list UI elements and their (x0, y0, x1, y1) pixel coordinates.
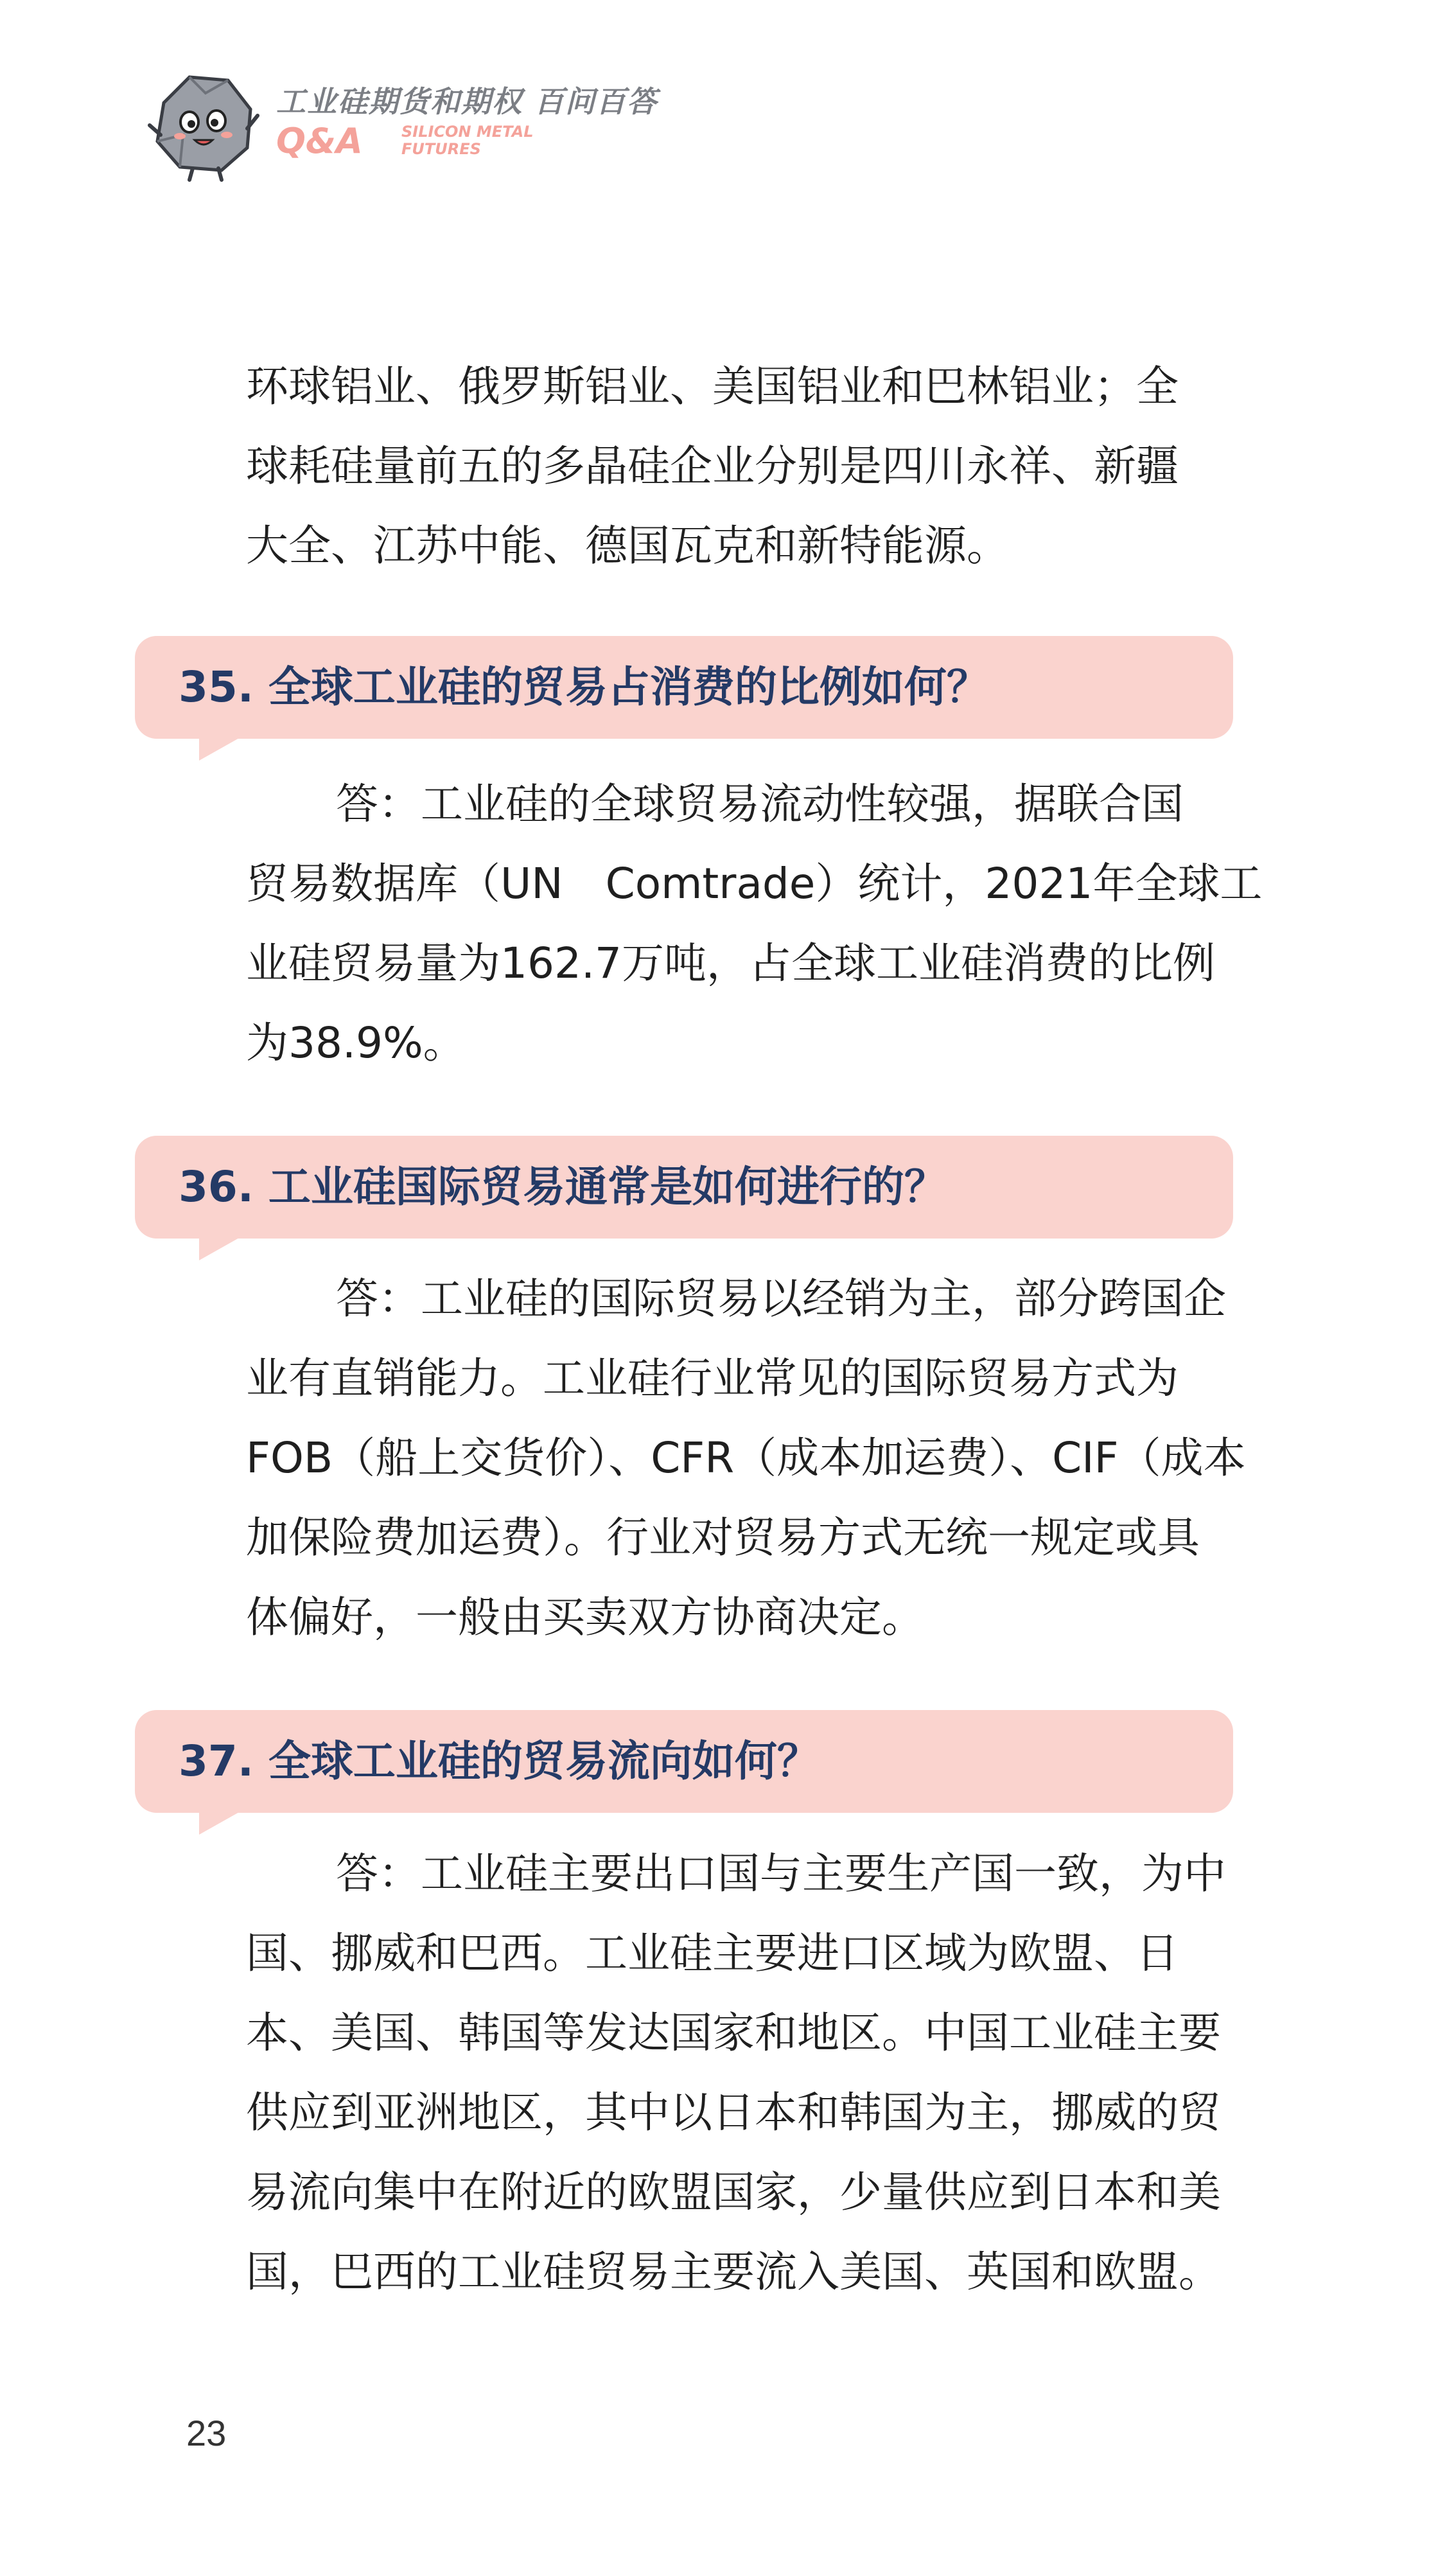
text-line: 国，巴西的工业硅贸易主要流入美国、英国和欧盟。 (246, 2247, 1221, 2297)
text-line: 国、挪威和巴西。工业硅主要进口区域为欧盟、日 (246, 1928, 1179, 1978)
question-banner-36 (135, 1136, 1233, 1239)
text-line: 易流向集中在附近的欧盟国家，少量供应到日本和美 (246, 2167, 1221, 2217)
speech-bubble-tail (199, 1812, 240, 1835)
question-banner-35 (135, 636, 1233, 739)
silicon-rock-mascot-icon (145, 64, 260, 183)
text-line: 加保险费加运费）。行业对贸易方式无统一规定或具 (246, 1513, 1200, 1562)
header-english-subtitle: SILICON METAL FUTURES (401, 123, 534, 158)
text-line: 大全、江苏中能、德国瓦克和新特能源。 (246, 521, 1009, 570)
text-line: 答：工业硅的国际贸易以经销为主，部分跨国企 (336, 1274, 1226, 1323)
text-line: 业硅贸易量为162.7万吨，占全球工业硅消费的比例 (246, 939, 1215, 988)
header-title: 工业硅期货和期权 百问百答 (276, 84, 658, 119)
text-line: 环球铝业、俄罗斯铝业、美国铝业和巴林铝业；全 (246, 362, 1179, 411)
text-line: 业有直销能力。工业硅行业常见的国际贸易方式为 (246, 1354, 1179, 1403)
answer-paragraph-35 (246, 764, 1263, 1083)
page-header (145, 64, 723, 193)
text-line: FOB（船上交货价）、CFR（成本加运费）、CIF（成本 (246, 1433, 1246, 1483)
question-title: 35. 全球工业硅的贸易占消费的比例如何？ (179, 662, 989, 712)
header-qa-label: Q&A (276, 121, 363, 161)
answer-paragraph-36 (246, 1259, 1246, 1657)
text-line: 体偏好，一般由买卖双方协商决定。 (246, 1592, 924, 1642)
question-title: 37. 全球工业硅的贸易流向如何？ (179, 1736, 820, 1786)
text-line: 本、美国、韩国等发达国家和地区。中国工业硅主要 (246, 2008, 1221, 2058)
speech-bubble-tail (199, 737, 240, 761)
text-line: 贸易数据库（UN Comtrade）统计，2021年全球工 (246, 859, 1263, 908)
answer-paragraph-37 (246, 1834, 1235, 2312)
text-line: 答：工业硅主要出口国与主要生产国一致，为中 (336, 1849, 1226, 1898)
text-line: 供应到亚洲地区，其中以日本和韩国为主，挪威的贸 (246, 2088, 1221, 2137)
intro-paragraph (246, 347, 1235, 586)
question-banner-37 (135, 1710, 1233, 1813)
page-number: 23 (186, 2413, 227, 2453)
text-line: 球耗硅量前五的多晶硅企业分别是四川永祥、新疆 (246, 441, 1179, 491)
question-title: 36. 工业硅国际贸易通常是如何进行的？ (179, 1162, 947, 1212)
speech-bubble-tail (199, 1237, 240, 1260)
text-line: 答：工业硅的全球贸易流动性较强，据联合国 (336, 779, 1184, 829)
text-line: 为38.9%。 (246, 1018, 466, 1068)
